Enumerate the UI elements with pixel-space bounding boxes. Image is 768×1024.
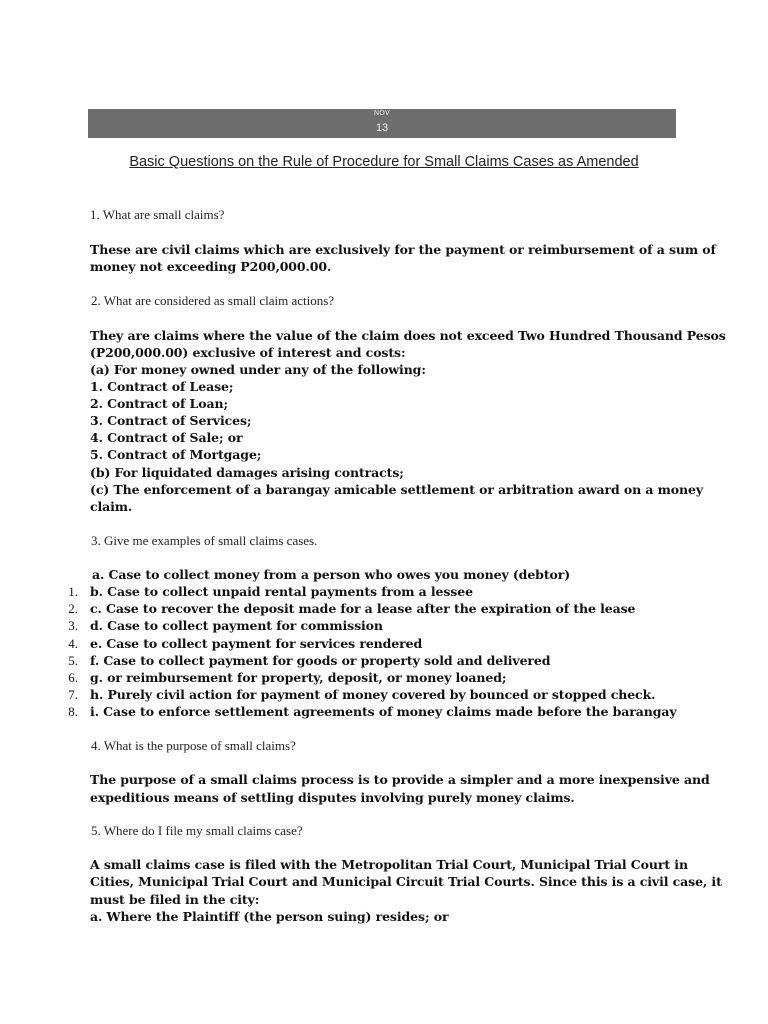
- answer-5-line: A small claims case is filed with the Metropolitan Trial Court, Municipal Trial Court in: [90, 857, 688, 872]
- answer-2-line: (P200,000.00) exclusive of interest and costs:: [90, 345, 406, 360]
- date-day: 13: [375, 122, 389, 134]
- example-item: g. or reimbursement for property, deposit, or money loaned;: [90, 670, 507, 685]
- question-5: 5. Where do I file my small claims case?: [91, 823, 303, 838]
- list-number: 8.: [68, 704, 78, 719]
- question-3: 3. Give me examples of small claims cases.: [91, 533, 318, 548]
- answer-5-line: Cities, Municipal Trial Court and Municipal Circuit Trial Courts. Since this is a civil case, it: [90, 874, 722, 889]
- example-item: e. Case to collect payment for services rendered: [90, 636, 423, 651]
- answer-2-line: claim.: [90, 499, 133, 514]
- answer-1-line: money not exceeding P200,000.00.: [90, 259, 332, 274]
- answer-5-line: must be filed in the city:: [90, 892, 260, 907]
- answer-2-line: (c) The enforcement of a barangay amicable settlement or arbitration award on a money: [90, 482, 704, 497]
- example-item: c. Case to recover the deposit made for a lease after the expiration of the lease: [90, 601, 636, 616]
- answer-4-line: expeditious means of settling disputes involving purely money claims.: [90, 790, 575, 805]
- document-title: Basic Questions on the Rule of Procedure for Small Claims Cases as Amended: [129, 154, 639, 170]
- answer-2-line: (b) For liquidated damages arising contracts;: [90, 465, 404, 480]
- answer-2-line: 1. Contract of Lease;: [90, 379, 234, 394]
- example-item: h. Purely civil action for payment of money covered by bounced or stopped check.: [90, 687, 656, 702]
- question-1: 1. What are small claims?: [90, 207, 225, 222]
- answer-2-line: 4. Contract of Sale; or: [90, 430, 243, 445]
- list-number: 3.: [68, 618, 78, 633]
- example-item: d. Case to collect payment for commission: [90, 618, 383, 633]
- list-number: 6.: [68, 670, 78, 685]
- example-item: f. Case to collect payment for goods or property sold and delivered: [90, 653, 551, 668]
- answer-2-line: 5. Contract of Mortgage;: [90, 447, 262, 462]
- list-number: 7.: [68, 687, 78, 702]
- date-month: NOV: [373, 110, 391, 117]
- answer-2-line: They are claims where the value of the claim does not exceed Two Hundred Thousand Pesos: [90, 328, 726, 343]
- answer-2-line: 2. Contract of Loan;: [90, 396, 228, 411]
- example-item: b. Case to collect unpaid rental payments from a lessee: [90, 584, 473, 599]
- list-number: 5.: [68, 653, 78, 668]
- list-number: 4.: [68, 636, 78, 651]
- answer-2-line: (a) For money owned under any of the following:: [90, 362, 426, 377]
- answer-5-line: a. Where the Plaintiff (the person suing) resides; or: [90, 909, 449, 924]
- answer-2-line: 3. Contract of Services;: [90, 413, 252, 428]
- question-2: 2. What are considered as small claim actions?: [91, 293, 335, 308]
- list-number: 2.: [68, 601, 78, 616]
- list-number: 1.: [68, 584, 78, 599]
- example-item-a: a. Case to collect money from a person who owes you money (debtor): [92, 567, 571, 582]
- example-item: i. Case to enforce settlement agreements of money claims made before the barangay: [90, 704, 677, 719]
- answer-4-line: The purpose of a small claims process is to provide a simpler and a more inexpensive and: [90, 772, 710, 787]
- date-banner: [88, 109, 676, 138]
- answer-1-line: These are civil claims which are exclusively for the payment or reimbursement of a sum of: [90, 242, 716, 257]
- question-4: 4. What is the purpose of small claims?: [91, 738, 296, 753]
